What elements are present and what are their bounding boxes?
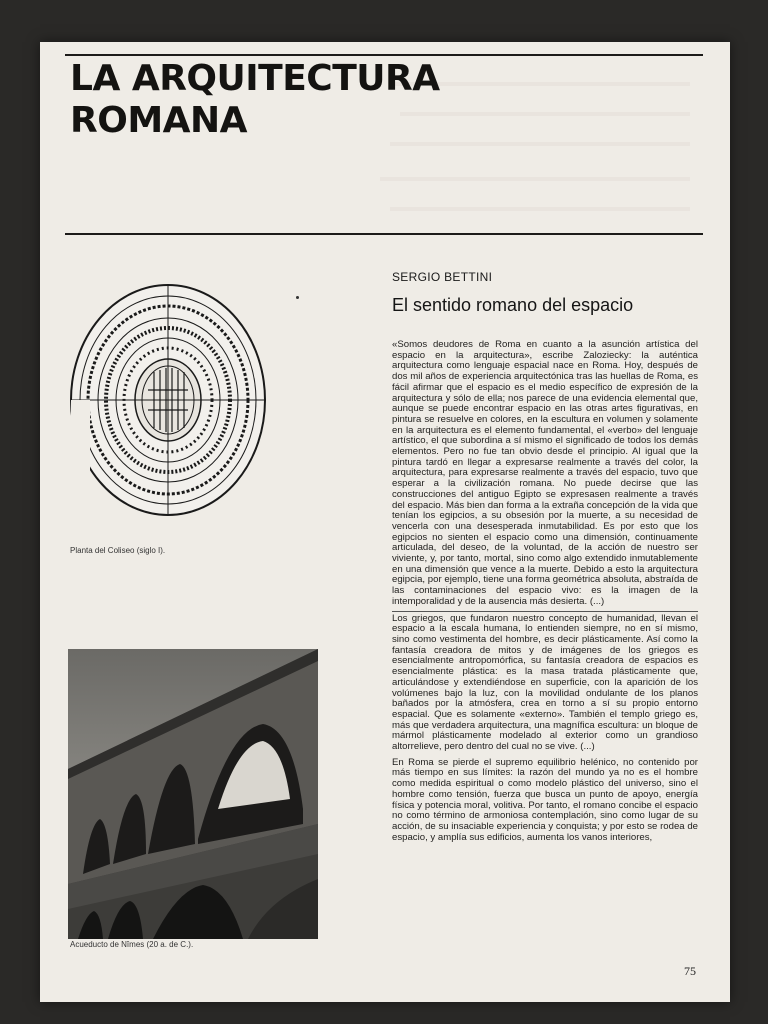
- bleed-through: [380, 177, 690, 181]
- article-body: [392, 340, 698, 846]
- bleed-through: [390, 207, 690, 211]
- colosseum-plan-illustration: [68, 280, 268, 520]
- paragraph: Los griegos, que fundaron nuestro concepto de humanidad, llevan el espacio a la escala humana, lo entienden siempre, no en sí mismo, sino como vestimenta del hombre, es decir plásticamente. Así como la fantasía creadora de mitos y de imágenes de los griegos es esencialmente antropomórfica, su fantasía creadora de espacios es esencialmente plástica: es la masa tratada plásticamente que, articulándose y extendiéndose en superficie, con la aparición de los volúmenes bajo la luz, con la movilidad ondulante de los planos bañados por la atmósfera, crea en torno a sí su propio entorno espacial. Que es solamente «externo». También el templo griego es, más que verdadera arquitectura, una magnífica escultura: un bloque de mármol plásticamente modelado al exterior como un grandioso altorrelieve, pero dentro del cual no se vive. (...): [392, 612, 698, 753]
- page-title: [70, 58, 590, 142]
- bleed-through: [390, 142, 690, 146]
- paragraph: «Somos deudores de Roma en cuanto a la asunción artística del espacio en la arquitectura», escribe Zaloziecky: la auténtica arquitectura como lenguaje espacial nace en Roma. Hoy, después de dos mil años de experiencia arquitectónica tras las huellas de Roma, es fácil afirmar que el espacio es el medio específico de expresión de la arquitectura y sólo de ella; nos parece de una evidencia elemental que, aunque se puede encontrar espacio en las otras artes figurativas, en pintura se resuelve en colores, en la escultura en volumen y solamente en la arquitectura es el elemento fundamental, el «verbo» del lenguaje artístico, el que subordina a sí mismo el significado de todos los demás elementos. Pero no fue tan obvio desde el principio. Al igual que la pintura tardó en llegar a expresarse realmente a través del color, la arquitectura, para expresarse realmente a través del espacio, tuvo que esperar a la civilización romana. No puede decirse que las construcciones del antiguo Egipto se expresasen realmente a través del espacio. Más bien dan forma a la extraña concepción de la vida que tenían los egipcios, a su obsesión por la muerte, a su necesidad de vencerla con una desesperada inmutabilidad. Es por esto que los egipcios no sienten el espacio como una dimensión, continuamente articulada, del deseo, de la voluntad, de la acción de nuestro ser viviente, y, por tanto, mortal, sino como algo extendido inmutablemente en una dimensión que vence a la muerte. Debido a esto la arquitectura egipcia, por ejemplo, tiene una forma geométrica absoluta, abstraída de las contaminaciones del espacio vivo: es la imagen de la intemporalidad y de la ausencia más desierta. (...): [392, 339, 698, 607]
- article-subtitle: El sentido romano del espacio: [392, 295, 634, 315]
- paragraph: En Roma se pierde el supremo equilibrio helénico, no contenido por más tiempo en sus límites: la razón del mundo ya no es el hombre como medida espiritual o como modelo plástico del universo, sino el hombre como tensión, fuerza que busca un punto de apoyo, energía física y potencia moral, volitiva. Por tanto, el romano concibe el espacio no como término de armoniosa contemplación, sino como lugar de su acción, de su insaciable experiencia y conquista; y por esto se rodea de espacio, y amplía sus edificios, aumenta los vanos interiores,: [392, 756, 698, 843]
- stray-mark: [296, 296, 299, 299]
- top-rule: [65, 54, 703, 56]
- title-line-1: LA ARQUITECTURA: [70, 58, 440, 99]
- page-number: 75: [684, 964, 696, 978]
- section-rule: [65, 233, 703, 235]
- photo-caption: Acueducto de Nîmes (20 a. de C.).: [70, 940, 194, 949]
- author-name: SERGIO BETTINI: [392, 270, 493, 284]
- plan-caption: Planta del Coliseo (siglo I).: [70, 546, 166, 555]
- book-page: [40, 42, 730, 1002]
- title-line-2: ROMANA: [70, 100, 247, 141]
- aqueduct-photo: [68, 649, 318, 939]
